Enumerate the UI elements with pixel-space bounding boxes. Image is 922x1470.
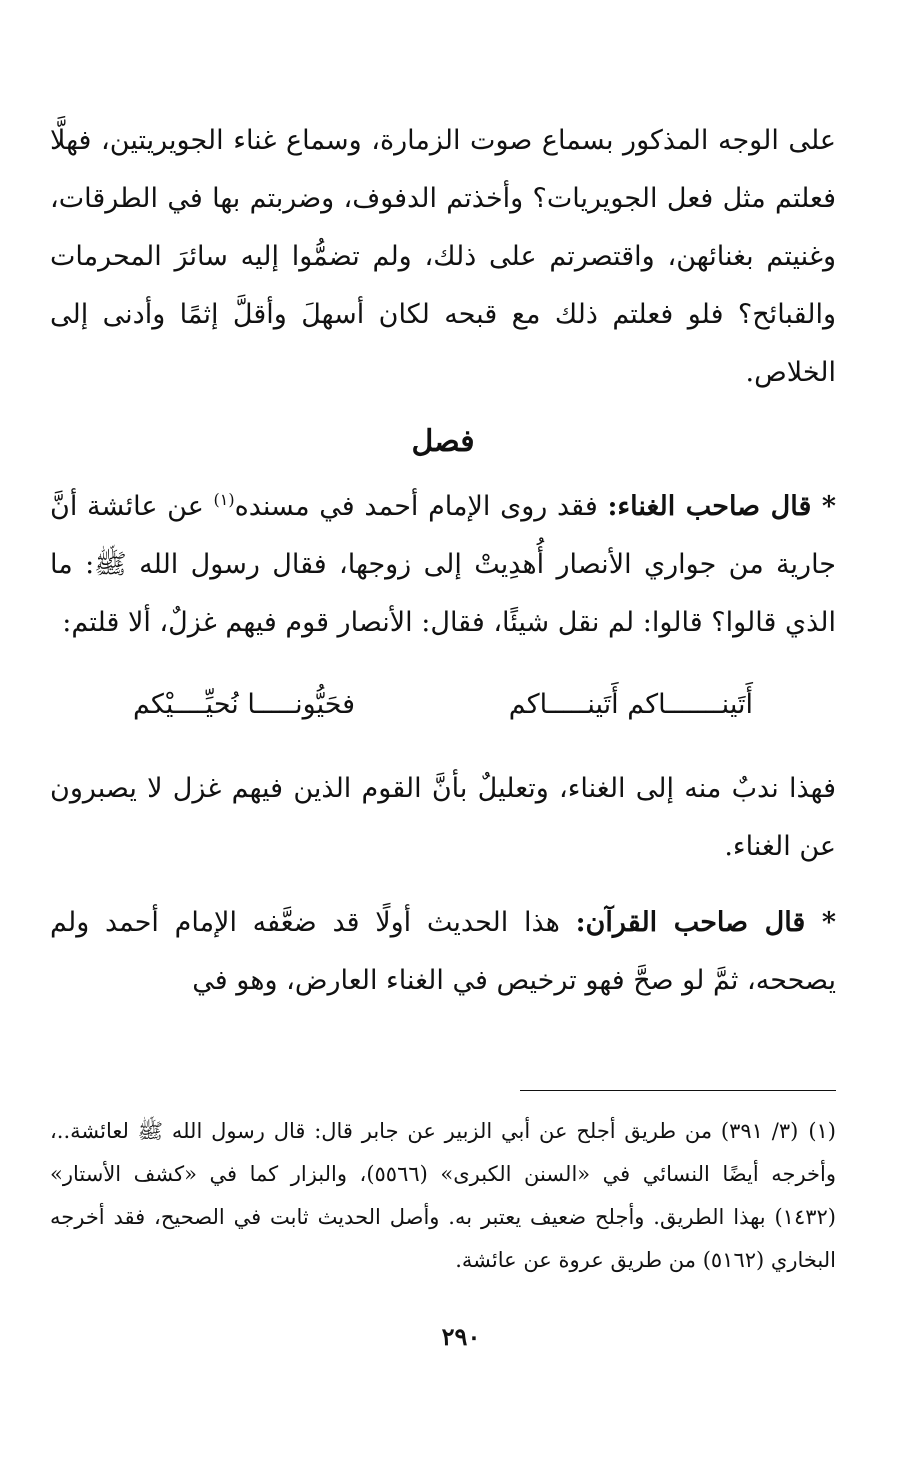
footnote-divider [520,1090,836,1091]
paragraph-4-text: هذا الحديث أولًا قد ضعَّفه الإمام أحمد ولم يصححه، ثمَّ لو صحَّ فهو ترخيص في الغناء العارض، وهو في [50,907,836,996]
section-title: فصل [411,424,475,459]
paragraph-2 [50,478,836,652]
verse-second-hemistich: فحَيُّونـــــا نُحيِّــــيْكم [133,689,356,720]
footnote-number: (١) [808,1119,836,1143]
paragraph-2-text-a: فقد روى الإمام أحمد في مسنده [234,491,608,522]
page-number: ٢٩٠ [441,1322,481,1351]
speaker-lead-quran: * قال صاحب القرآن: [575,907,836,938]
footnote-text: (٣/ ٣٩١) من طريق أجلح عن أبي الزبير عن جابر قال: قال رسول الله ﷺ لعائشة..، وأخرجه أيضًا النسائي في «السنن الكبرى» (٥٥٦٦)، والبزار كما في «كشف الأستار» (١٤٣٢) بهذا الطريق. وأجلح ضعيف يعتبر به. وأصل الحديث ثابت في الصحيح، فقد أخرجه البخاري (٥١٦٢) من طريق عروة عن عائشة. [50,1119,836,1272]
paragraph-3: فهذا ندبٌ منه إلى الغناء، وتعليلٌ بأنَّ القوم الذين فيهم غزل لا يصبرون عن الغناء. [50,773,836,862]
page-body [50,112,836,1010]
footnote-reference: (١) [213,490,235,509]
paragraph-1: على الوجه المذكور بسماع صوت الزمارة، وسماع غناء الجويريتين، فهلَّا فعلتم مثل فعل الجويريات؟ وأخذتم الدفوف، وضربتم بها في الطرقات، وغنيتم بغنائهن، واقتصرتم على ذلك، ولم تضمُّوا إليه سائرَ المحرمات والقبائح؟ فلو فعلتم ذلك مع قبحه لكان أسهلَ وأقلَّ إثمًا وأدنى إلى الخلاص. [50,125,836,388]
paragraph-2-text-b: عن عائشة أنَّ جارية من جواري الأنصار أُهدِيتْ إلى زوجها، فقال رسول الله ﷺ: ما الذي قالوا؟ قالوا: لم نقل شيئًا، فقال: الأنصار قوم فيهم غزلٌ، ألا قلتم: [50,491,836,638]
speaker-lead-singer: * قال صاحب الغناء: [607,491,836,522]
poetry-verse [133,676,753,734]
footnote-1 [50,1110,836,1282]
verse-first-hemistich: أَتَينـــــــاكم أَتَينـــــاكم [508,689,753,720]
paragraph-4 [50,894,836,1010]
